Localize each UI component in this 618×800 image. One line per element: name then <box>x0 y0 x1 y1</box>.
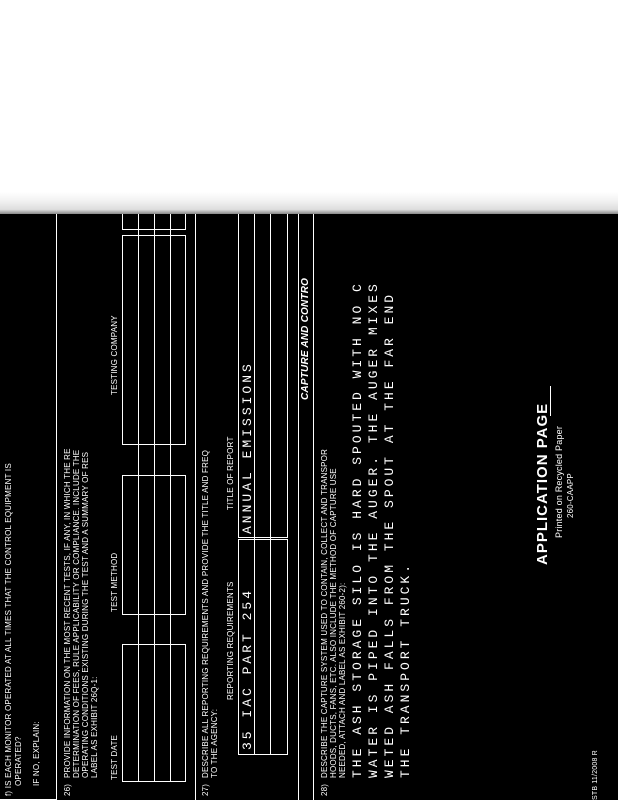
question-26-number: 26) <box>63 783 72 796</box>
page-title: APPLICATION PAGE <box>534 402 551 565</box>
question-28-number: 28) <box>320 783 329 796</box>
divider <box>195 214 196 800</box>
answer-line-1: THE ASH STORAGE SILO IS HARD SPOUTED WITH NO C <box>350 281 365 778</box>
table-row-line <box>138 214 139 782</box>
question-26-line-3: OPERATING CONDITIONS EXISTING DURING THE TEST AND A SUMMARY OF RES <box>81 451 90 778</box>
printed-on-recycled: Printed on Recycled Paper <box>554 425 564 538</box>
header-test-method: TEST METHOD <box>110 552 119 612</box>
question-f: f) IS EACH MONITOR OPERATED AT ALL TIMES THAT THE CONTROL EQUIPMENT IS <box>4 463 13 796</box>
table-row-line <box>170 214 171 782</box>
table-row-line <box>154 214 155 782</box>
question-26-line-2: DETERMINATION OF FEES, RULE APPLICABILITY OR COMPLIANCE. INCLUDE THE <box>72 449 81 778</box>
question-27-line-1: DESCRIBE ALL REPORTING REQUIREMENTS AND PROVIDE THE TITLE AND FREQ <box>201 449 210 778</box>
form-code: 260-CAAPP <box>566 473 575 518</box>
reporting-requirement-value: 35 IAC PART 254 <box>240 587 255 750</box>
header-reporting-requirements: REPORTING REQUIREMENTS <box>226 581 235 700</box>
question-f-explain-label: IF NO, EXPLAIN: <box>32 721 41 786</box>
section-bottom-rule <box>313 214 314 800</box>
answer-line-4: THE TRANSPORT TRUCK. <box>398 561 413 778</box>
title-of-report-value: ANNUAL EMISSIONS <box>240 361 255 534</box>
divider <box>56 214 57 800</box>
table-row-line <box>270 214 271 755</box>
question-26-line-1: PROVIDE INFORMATION ON THE MOST RECENT TESTS, IF ANY, IN WHICH THE RE <box>63 448 72 778</box>
header-title-of-report: TITLE OF REPORT <box>226 436 235 510</box>
page-top-margin <box>0 0 618 214</box>
question-f-continued: OPERATED? <box>14 736 23 786</box>
question-27-line-2: TO THE AGENCY: <box>210 708 219 778</box>
question-28-line-3: NEEDED, ATTACH AND LABEL AS EXHIBIT 260-2): <box>338 582 347 778</box>
form-canvas <box>0 214 618 800</box>
scan-edge <box>0 192 618 214</box>
footer-code: STB 11/2008 R <box>592 750 599 800</box>
question-28-line-1: DESCRIBE THE CAPTURE SYSTEM USED TO CONTAIN, COLLECT AND TRANSPOR <box>320 448 329 778</box>
answer-line-3: WETED ASH FALLS FROM THE SPOUT AT THE FAR END <box>382 291 397 778</box>
answer-line-2: WATER IS PIPED INTO THE AUGER. THE AUGER MIXES <box>366 281 381 778</box>
header-test-date: TEST DATE <box>110 734 119 780</box>
question-26-line-4: LABEL AS EXHIBIT 26Q-1: <box>90 676 99 778</box>
section-heading: CAPTURE AND CONTRO <box>300 277 311 400</box>
question-28-line-2: HOODS, DUCTS, FANS, ETC. ALSO INCLUDE THE METHOD OF CAPTURE USE <box>329 468 338 778</box>
page-number-line <box>550 386 551 416</box>
header-testing-company: TESTING COMPANY <box>110 315 119 395</box>
scanned-form-page <box>0 214 618 800</box>
section-top-rule <box>298 214 299 800</box>
question-27-number: 27) <box>201 783 210 796</box>
